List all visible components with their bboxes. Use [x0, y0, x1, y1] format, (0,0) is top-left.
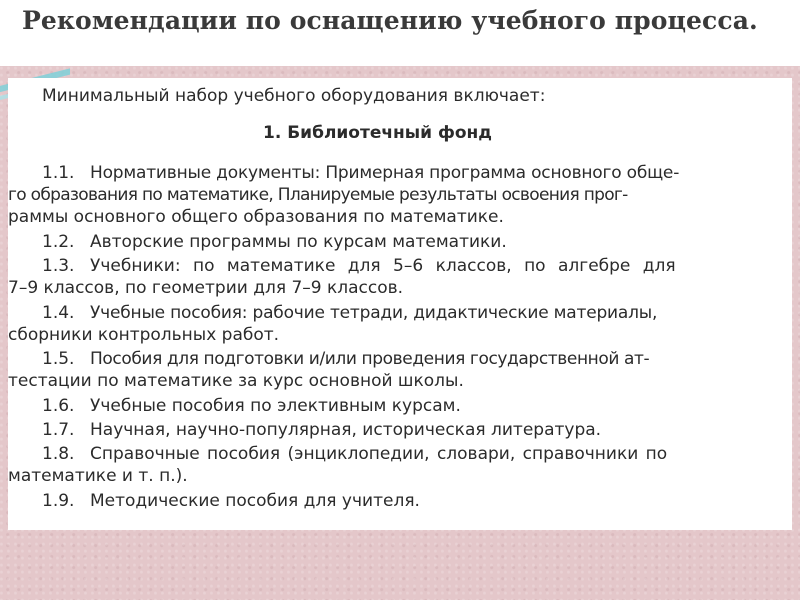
- list-item-number: 1.3.: [42, 256, 75, 276]
- list-item-line: Научная, научно-популярная, историческая литература.: [90, 420, 602, 440]
- document-page: [8, 78, 792, 530]
- list-item-line: математике и т. п.).: [8, 466, 188, 486]
- list-item-number: 1.8.: [42, 444, 75, 464]
- list-item-line: сборники контрольных работ.: [8, 325, 280, 345]
- list-item-line: го образования по математике, Планируемые результаты освоения прог-: [8, 185, 628, 205]
- list-item-line: Учебники: по математике для 5–6 классов, по алгебре для: [90, 256, 676, 276]
- list-item-number: 1.7.: [42, 420, 75, 440]
- section-heading: 1. Библиотечный фонд: [263, 123, 493, 143]
- list-item-line: 7–9 классов, по геометрии для 7–9 классов.: [8, 278, 404, 298]
- list-item-number: 1.1.: [42, 163, 75, 183]
- list-item-line: Учебные пособия по элективным курсам.: [90, 396, 461, 416]
- list-item-number: 1.6.: [42, 396, 75, 416]
- list-item-line: раммы основного общего образования по математике.: [8, 207, 504, 227]
- intro-text: Минимальный набор учебного оборудования включает:: [42, 86, 546, 106]
- list-item-number: 1.9.: [42, 491, 75, 511]
- list-item-number: 1.4.: [42, 303, 75, 323]
- page-title: Рекомендации по оснащению учебного процесса.: [22, 6, 758, 35]
- list-item-line: Справочные пособия (энциклопедии, словари, справочники по: [90, 444, 668, 464]
- list-item-number: 1.2.: [42, 232, 75, 252]
- list-item-line: Нормативные документы: Примерная программа основного обще-: [90, 163, 680, 183]
- list-item-line: Методические пособия для учителя.: [90, 491, 420, 511]
- list-item-line: Авторские программы по курсам математики.: [90, 232, 507, 252]
- list-item-line: тестации по математике за курс основной школы.: [8, 371, 464, 391]
- list-item-number: 1.5.: [42, 349, 75, 369]
- list-item-line: Пособия для подготовки и/или проведения государственной ат-: [90, 349, 650, 369]
- list-item-line: Учебные пособия: рабочие тетради, дидактические материалы,: [90, 303, 658, 323]
